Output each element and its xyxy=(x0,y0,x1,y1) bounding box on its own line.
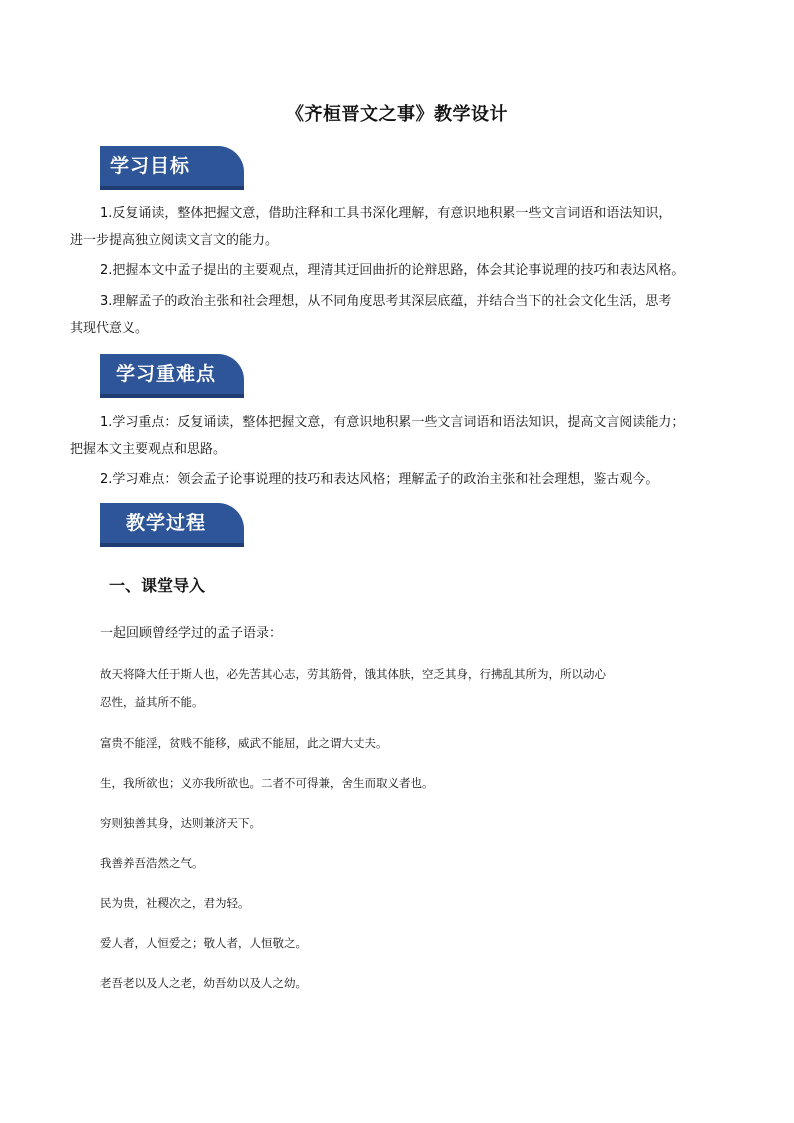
objective-item: 2.把握本文中孟子提出的主要观点，理清其迂回曲折的论辩思路，体会其论事说理的技巧和表达风格。 xyxy=(100,263,685,278)
mencius-quote: 穷则独善其身，达则兼济天下。 xyxy=(100,816,261,830)
section-heading: 学习重难点 xyxy=(116,363,217,385)
section-heading: 学习目标 xyxy=(110,155,191,177)
mencius-quote: 民为贵，社稷次之，君为轻。 xyxy=(100,896,250,910)
mencius-quote: 老吾老以及人之老，幼吾幼以及人之幼。 xyxy=(100,976,307,990)
section-banner-key-points xyxy=(100,354,244,398)
key-point-item: 2.学习难点：领会孟子论事说理的技巧和表达风格；理解孟子的政治主张和社会理想，鉴古观今。 xyxy=(100,472,659,487)
objective-item: 1.反复诵读，整体把握文意，借助注释和工具书深化理解，有意识地积累一些文言词语和语法知识， 进一步提高独立阅读文言文的能力。 xyxy=(70,206,672,248)
mencius-quote: 爱人者，人恒爱之；敬人者，人恒敬之。 xyxy=(100,936,307,950)
mencius-quote: 富贵不能淫，贫贱不能移，威武不能屈，此之谓大丈夫。 xyxy=(100,736,388,750)
mencius-quote: 我善养吾浩然之气。 xyxy=(100,856,204,870)
section-heading: 教学过程 xyxy=(126,512,207,534)
document-title: 《齐桓晋文之事》教学设计 xyxy=(286,104,508,125)
subsection-heading: 一、课堂导入 xyxy=(109,576,206,595)
mencius-quote: 故天将降大任于斯人也，必先苦其心志，劳其筋骨，饿其体肤，空乏其身，行拂乱其所为，所以动心 忍性，益其所不能。 xyxy=(100,667,606,709)
section-banner-process xyxy=(100,503,244,547)
section-banner-objectives xyxy=(100,146,244,190)
objective-item: 3.理解孟子的政治主张和社会理想，从不同角度思考其深层底蕴，并结合当下的社会文化生活，思考 其现代意义。 xyxy=(70,294,672,336)
intro-text: 一起回顾曾经学过的孟子语录： xyxy=(100,626,283,641)
mencius-quote: 生，我所欲也；义亦我所欲也。二者不可得兼，舍生而取义者也。 xyxy=(100,776,434,790)
key-point-item: 1.学习重点：反复诵读，整体把握文意，有意识地积累一些文言词语和语法知识，提高文言阅读能力； 把握本文主要观点和思路。 xyxy=(70,415,685,457)
